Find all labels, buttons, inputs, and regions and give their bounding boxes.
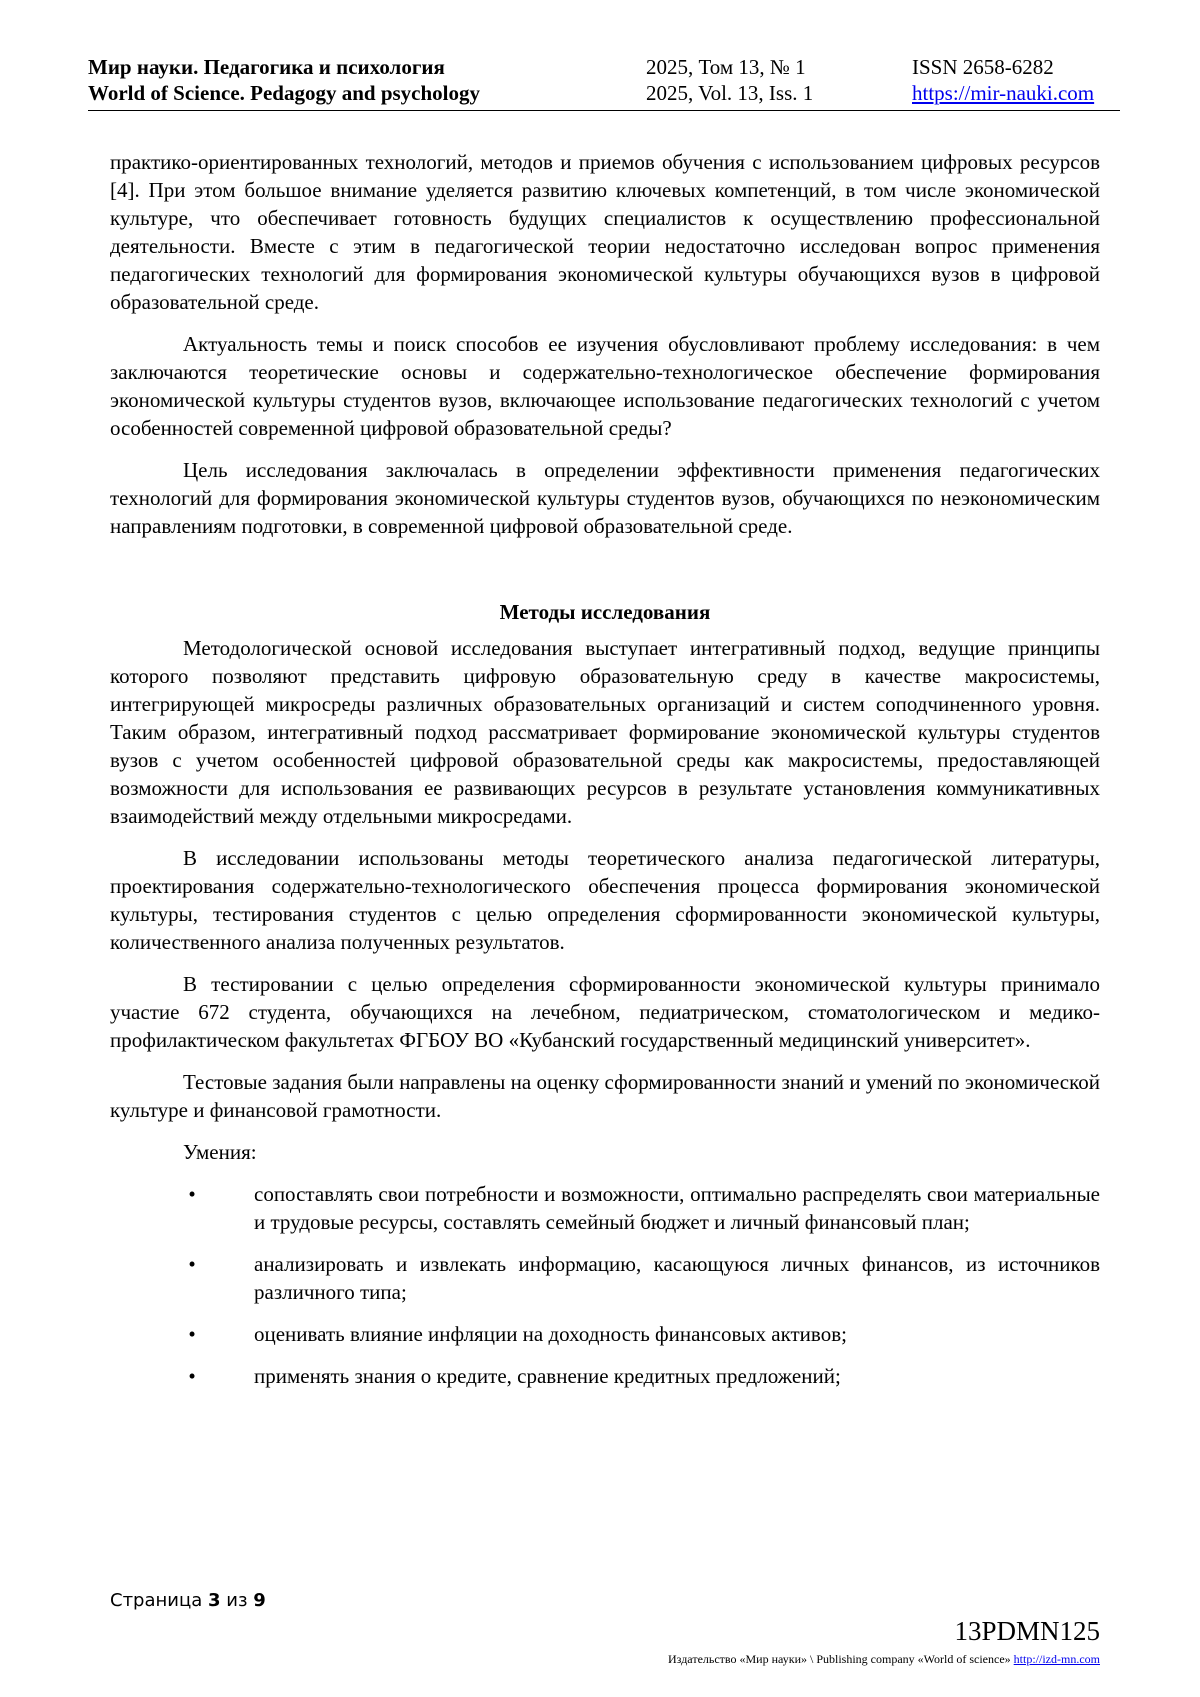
list-item-text: сопоставлять свои потребности и возможности, оптимально распределять свои материальные и трудовые ресурсы, составлять семейный бюджет и личный финансовый план; — [254, 1182, 1100, 1234]
paragraph-intro-continued: практико-ориентированных технологий, методов и приемов обучения с использованием цифровых ресурсов [4]. При этом большое внимание уделяется развитию ключевых компетенций, в том числе экономической культуре, что обеспечивает готовность будущих специалистов к осуществлению профессиональной деятельности. Вместе с этим в педагогической теории недостаточно исследован вопрос применения педагогических технологий для формирования экономической культуры обучающихся вузов в цифровой образовательной среде. — [110, 150, 1100, 314]
bullet-icon: • — [188, 1182, 196, 1206]
skills-list — [110, 1180, 1100, 1390]
page-prefix: Страница — [110, 1590, 203, 1611]
page-header — [88, 52, 1120, 111]
publisher-text: Издательство «Мир науки» \ Publishing company «World of science» — [668, 1652, 1011, 1666]
page-number — [110, 1590, 266, 1611]
publisher-url-link[interactable]: http://izd-mn.com — [1013, 1652, 1100, 1666]
page-of: из — [226, 1590, 248, 1611]
issue-info-en: 2025, Vol. 13, Iss. 1 — [646, 81, 814, 105]
paragraph-test-tasks: Тестовые задания были направлены на оценку сформированности знаний и умений по экономической культуре и финансовой грамотности. — [110, 1070, 1100, 1122]
journal-url-link[interactable]: https://mir-nauki.com — [912, 81, 1095, 105]
skills-label: Умения: — [183, 1140, 257, 1164]
list-item-text: применять знания о кредите, сравнение кредитных предложений; — [254, 1364, 841, 1388]
issue-info — [646, 54, 813, 106]
paragraph-methods-used: В исследовании использованы методы теоретического анализа педагогической литературы, проектирования содержательно-технологического обеспечения процесса формирования экономической культуры, тестирования студентов с целью определения сформированности экономической культуры, количественного анализа полученных результатов. — [110, 846, 1100, 954]
issue-info-ru: 2025, Том 13, № 1 — [646, 55, 806, 79]
list-item — [110, 1180, 1100, 1236]
bullet-icon: • — [188, 1252, 196, 1276]
bullet-icon: • — [188, 1364, 196, 1388]
page-current: 3 — [208, 1590, 221, 1611]
paragraph-methodology: Методологической основой исследования выступает интегративный подход, ведущие принципы которого позволяют представить цифровую образовательную среду в качестве макросистемы, интегрирующей микросреды различных образовательных организаций и систем соподчиненного уровня. Таким образом, интегративный подход рассматривает формирование экономической культуры студентов вузов с учетом особенностей цифровой образовательной среды как макросистемы, предоставляющей возможности для использования ее развивающих ресурсов в результате установления коммуникативных взаимодействий между отдельными микросредами. — [110, 636, 1100, 828]
article-code: 13PDMN125 — [954, 1616, 1100, 1646]
list-item — [110, 1250, 1100, 1306]
page-total: 9 — [253, 1590, 266, 1611]
section-title-methods: Методы исследования — [499, 600, 711, 624]
list-item-text: оценивать влияние инфляции на доходность финансовых активов; — [254, 1322, 847, 1346]
issn-block — [912, 54, 1094, 106]
bullet-icon: • — [188, 1322, 196, 1346]
publisher-line — [668, 1652, 1100, 1667]
list-item — [110, 1320, 1100, 1348]
journal-title-en: World of Science. Pedagogy and psychology — [88, 81, 481, 105]
issn: ISSN 2658-6282 — [912, 55, 1054, 79]
list-item — [110, 1362, 1100, 1390]
list-item-text: анализировать и извлекать информацию, касающуюся личных финансов, из источников различного типа; — [254, 1252, 1100, 1304]
paragraph-goal: Цель исследования заключалась в определении эффективности применения педагогических технологий для формирования экономической культуры студентов вузов, обучающихся по неэкономическим направлениям подготовки, в современной цифровой образовательной среде. — [110, 458, 1100, 538]
journal-title — [88, 54, 480, 106]
paragraph-participants: В тестировании с целью определения сформированности экономической культуры принимало участие 672 студента, обучающихся на лечебном, педиатрическом, стоматологическом и медико-профилактическом факультетах ФГБОУ ВО «Кубанский государственный медицинский университет». — [110, 972, 1100, 1052]
paragraph-relevance: Актуальность темы и поиск способов ее изучения обусловливают проблему исследования: в чем заключаются теоретические основы и содержательно-технологическое обеспечение формирования экономической культуры студентов вузов, включающее использование педагогических технологий с учетом особенностей современной цифровой образовательной среды? — [110, 332, 1100, 440]
journal-title-ru: Мир науки. Педагогика и психология — [88, 55, 445, 79]
article-body — [110, 148, 1100, 1404]
